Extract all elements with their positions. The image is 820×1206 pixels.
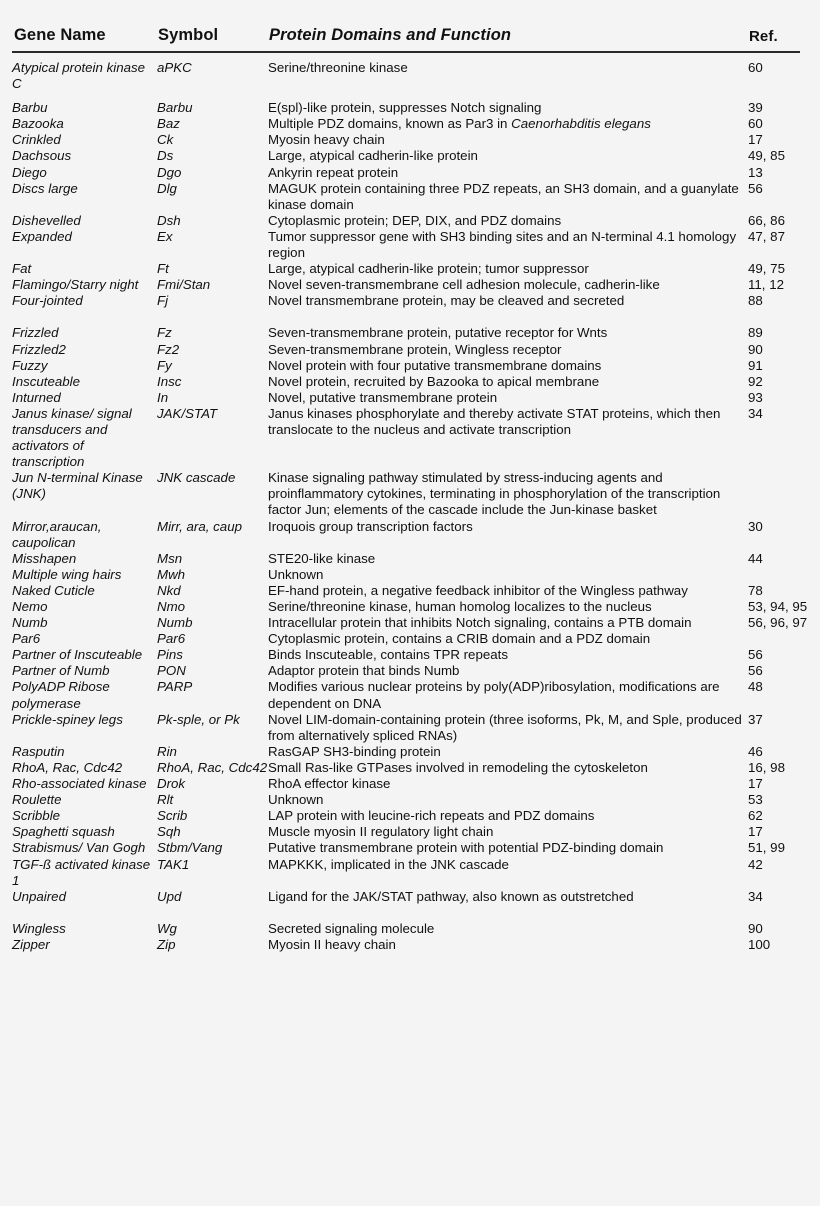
cell-reference: 17 (748, 776, 763, 792)
cell-description: MAPKKK, implicated in the JNK cascade (268, 856, 509, 872)
table-row (12, 148, 800, 164)
cell-reference: 56 (748, 647, 763, 663)
cell-reference: 60 (748, 116, 763, 132)
cell-gene-name: Dachsous (12, 148, 72, 164)
cell-description: Small Ras-like GTPases involved in remodeling the cytoskeleton (268, 759, 648, 775)
table-row (12, 165, 800, 181)
cell-description: Novel transmembrane protein, may be cleaved and secreted (268, 293, 625, 309)
column-header-gene-name: Gene Name (12, 26, 157, 52)
cell-symbol: Upd (157, 888, 182, 904)
cell-reference: 42 (748, 856, 763, 872)
cell-gene-name: Four-jointed (12, 293, 83, 309)
cell-gene-name: Bazooka (12, 116, 64, 132)
column-header-symbol: Symbol (157, 26, 268, 52)
cell-gene-name: Rasputin (12, 743, 65, 759)
cell-gene-name: Frizzled2 (12, 341, 66, 357)
cell-gene-name: Zipper (12, 936, 50, 952)
table-row (12, 406, 800, 470)
cell-description: Novel LIM-domain-containing protein (three isoforms, Pk, M, and Sple, produced from alternatively spliced RNAs) (268, 711, 742, 743)
cell-gene-name: Strabismus/ Van Gogh (12, 840, 146, 856)
cell-reference: 49, 75 (748, 261, 785, 277)
cell-symbol: Ex (157, 228, 173, 244)
cell-reference: 60 (748, 60, 763, 75)
table-row (12, 663, 800, 679)
header-row (12, 26, 800, 52)
cell-symbol: JAK/STAT (157, 405, 218, 421)
cell-symbol: Sqh (157, 824, 181, 840)
cell-description: Novel protein with four putative transmembrane domains (268, 357, 602, 373)
cell-gene-name: Dishevelled (12, 212, 81, 228)
cell-description: MAGUK protein containing three PDZ repeats, an SH3 domain, and a guanylate kinase domain (268, 180, 739, 212)
cell-description: E(spl)-like protein, suppresses Notch signaling (268, 100, 542, 116)
cell-description: Ligand for the JAK/STAT pathway, also known as outstretched (268, 888, 634, 904)
cell-gene-name: Janus kinase/ signal transducers and activators of transcription (12, 405, 132, 470)
cell-symbol: Dlg (157, 180, 177, 196)
cell-symbol: Pins (157, 647, 183, 663)
cell-description: Seven-transmembrane protein, putative receptor for Wnts (268, 325, 608, 341)
cell-reference (748, 567, 800, 583)
column-header-protein-domains-and-function: Protein Domains and Function (268, 26, 748, 52)
cell-gene-name: Spaghetti squash (12, 824, 115, 840)
cell-gene-name: Partner of Numb (12, 663, 110, 679)
cell-description: Adaptor protein that binds Numb (268, 663, 460, 679)
cell-gene-name: Partner of Inscuteable (12, 647, 143, 663)
row-spacer (12, 309, 800, 325)
table-row (12, 857, 800, 889)
cell-description: Multiple PDZ domains, known as Par3 in Caenorhabditis elegans (268, 116, 651, 132)
cell-symbol: JNK cascade (157, 470, 236, 486)
row-spacer-cell (12, 92, 800, 100)
cell-gene-name: Crinkled (12, 132, 61, 148)
table-row (12, 760, 800, 776)
table-row (12, 116, 800, 132)
cell-description: STE20-like kinase (268, 550, 376, 566)
table-row (12, 470, 800, 518)
cell-symbol: Dsh (157, 212, 181, 228)
cell-symbol: Fmi/Stan (157, 277, 211, 293)
cell-description: RhoA effector kinase (268, 776, 391, 792)
species-name: Caenorhabditis elegans (511, 116, 651, 132)
cell-gene-name: Barbu (12, 100, 48, 116)
table-row (12, 181, 800, 213)
cell-gene-name: Roulette (12, 792, 62, 808)
table-row (12, 615, 800, 631)
cell-reference: 100 (748, 936, 771, 952)
cell-symbol: PARP (157, 679, 193, 695)
cell-symbol: Pk-sple, or Pk (157, 711, 240, 727)
cell-reference: 39 (748, 100, 763, 116)
table-row (12, 100, 800, 116)
cell-reference: 47, 87 (748, 228, 785, 244)
cell-symbol: Wg (157, 920, 177, 936)
cell-symbol: Zip (157, 936, 176, 952)
cell-gene-name: Expanded (12, 228, 72, 244)
cell-symbol: PON (157, 663, 186, 679)
table-row (12, 390, 800, 406)
cell-reference: 56 (748, 180, 763, 196)
table-row (12, 519, 800, 551)
cell-gene-name: Nemo (12, 599, 48, 614)
cell-symbol: Drok (157, 776, 186, 792)
cell-reference: 16, 98 (748, 759, 785, 775)
cell-gene-name: Rho-associated kinase (12, 776, 147, 792)
cell-symbol: RhoA, Rac, Cdc42 (157, 759, 268, 775)
cell-reference: 89 (748, 325, 763, 341)
cell-gene-name: Fat (12, 261, 32, 277)
cell-description: Large, atypical cadherin-like protein; tumor suppressor (268, 261, 589, 277)
cell-gene-name: Frizzled (12, 325, 59, 341)
cell-gene-name: Mirror,araucan, caupolican (12, 518, 102, 550)
table-row (12, 808, 800, 824)
cell-description: Unknown (268, 566, 324, 582)
table-row (12, 213, 800, 229)
cell-reference: 17 (748, 824, 763, 840)
cell-gene-name: Prickle-spiney legs (12, 711, 123, 727)
cell-description: Tumor suppressor gene with SH3 binding sites and an N-terminal 4.1 homology region (268, 228, 737, 261)
cell-symbol: Dgo (157, 164, 182, 180)
cell-symbol: Msn (157, 550, 183, 566)
cell-gene-name: Scribble (12, 808, 61, 824)
cell-description: Myosin heavy chain (268, 132, 385, 148)
cell-gene-name: Misshapen (12, 550, 77, 566)
cell-gene-name: Multiple wing hairs (12, 566, 122, 582)
table-row (12, 277, 800, 293)
cell-description: Modifies various nuclear proteins by poly(ADP)ribosylation, modifications are dependent on DNA (268, 679, 720, 711)
table-row (12, 647, 800, 663)
row-spacer (12, 905, 800, 921)
cell-gene-name: TGF-ß activated kinase 1 (12, 856, 151, 888)
table-row (12, 712, 800, 744)
cell-symbol: Numb (157, 615, 193, 631)
cell-symbol: Fj (157, 293, 169, 309)
cell-description: Large, atypical cadherin-like protein (268, 148, 478, 164)
cell-symbol: Mwh (157, 566, 186, 582)
table-row (12, 937, 800, 953)
cell-gene-name: Inturned (12, 389, 61, 405)
gene-table (12, 26, 808, 953)
cell-reference: 13 (748, 164, 763, 180)
cell-description: Serine/threonine kinase (268, 60, 408, 75)
cell-reference: 91 (748, 357, 763, 373)
table-body (12, 52, 808, 953)
cell-gene-name: Discs large (12, 180, 78, 196)
row-spacer-cell (12, 309, 800, 325)
cell-description: Intracellular protein that inhibits Notch signaling, contains a PTB domain (268, 615, 692, 631)
cell-reference: 34 (748, 405, 763, 421)
table-row (12, 889, 800, 905)
cell-description: Cytoplasmic protein, contains a CRIB domain and a PDZ domain (268, 631, 651, 647)
cell-symbol: Fy (157, 357, 172, 373)
cell-reference: 92 (748, 373, 763, 389)
cell-gene-name: Numb (12, 615, 48, 631)
cell-reference: 30 (748, 518, 763, 534)
cell-description: Novel seven-transmembrane cell adhesion molecule, cadherin-like (268, 277, 660, 293)
cell-symbol: Fz (157, 325, 172, 341)
cell-description: Unknown (268, 792, 324, 808)
row-spacer-cell (12, 905, 800, 921)
cell-reference: 11, 12 (748, 277, 784, 293)
cell-reference: 46 (748, 743, 763, 759)
cell-reference: 66, 86 (748, 212, 785, 228)
cell-gene-name: Diego (12, 164, 47, 180)
cell-reference: 51, 99 (748, 840, 785, 856)
table-row (12, 679, 800, 711)
cell-description: Putative transmembrane protein with potential PDZ-binding domain (268, 840, 664, 856)
table-row (12, 551, 800, 567)
cell-symbol: Nkd (157, 582, 181, 598)
cell-gene-name: PolyADP Ribose polymerase (12, 679, 110, 711)
cell-gene-name: Atypical protein kinase C (12, 60, 146, 92)
table-row (12, 132, 800, 148)
cell-description: EF-hand protein, a negative feedback inhibitor of the Wingless pathway (268, 582, 688, 598)
cell-symbol: Baz (157, 116, 180, 132)
cell-gene-name: Naked Cuticle (12, 582, 95, 598)
table-row (12, 840, 800, 856)
cell-description: Serine/threonine kinase, human homolog localizes to the nucleus (268, 599, 652, 614)
cell-gene-name: Unpaired (12, 888, 66, 904)
table-row (12, 776, 800, 792)
cell-reference (748, 631, 800, 647)
cell-symbol: Rlt (157, 792, 174, 808)
cell-reference: 93 (748, 389, 763, 405)
table-row (12, 567, 800, 583)
cell-description: Muscle myosin II regulatory light chain (268, 824, 494, 840)
cell-symbol: Scrib (157, 808, 188, 824)
cell-description: Kinase signaling pathway stimulated by stress-inducing agents and proinflammatory cytokines, terminating in phosphorylation of the transcription factor Jun; elements of the cascade include the Jun-kinase basket (268, 470, 721, 518)
cell-description: Seven-transmembrane protein, Wingless receptor (268, 341, 562, 357)
cell-description: Ankyrin repeat protein (268, 164, 399, 180)
table-row (12, 358, 800, 374)
cell-description: Secreted signaling molecule (268, 920, 435, 936)
table-row (12, 921, 800, 937)
cell-reference: 88 (748, 293, 763, 309)
cell-gene-name: RhoA, Rac, Cdc42 (12, 759, 123, 775)
cell-reference: 56, 96, 97 (748, 615, 808, 631)
cell-description: LAP protein with leucine-rich repeats and PDZ domains (268, 808, 595, 824)
cell-reference: 48 (748, 679, 763, 695)
table-row (12, 599, 800, 615)
cell-reference: 44 (748, 550, 763, 566)
cell-symbol: TAK1 (157, 856, 190, 872)
cell-description: Novel, putative transmembrane protein (268, 389, 498, 405)
cell-gene-name: Fuzzy (12, 357, 48, 373)
table-row (12, 744, 800, 760)
cell-description: Binds Inscuteable, contains TPR repeats (268, 647, 508, 663)
cell-description: Cytoplasmic protein; DEP, DIX, and PDZ domains (268, 212, 562, 228)
cell-symbol: Nmo (157, 599, 186, 614)
table-row (12, 583, 800, 599)
table-row (12, 792, 800, 808)
cell-symbol: Stbm/Vang (157, 840, 223, 856)
cell-gene-name: Jun N-terminal Kinase (JNK) (12, 470, 143, 502)
cell-reference: 34 (748, 888, 763, 904)
cell-symbol: Par6 (157, 631, 186, 647)
table-row (12, 374, 800, 390)
cell-reference: 53 (748, 792, 763, 808)
table-row (12, 293, 800, 309)
cell-symbol: aPKC (157, 60, 192, 75)
cell-description: Novel protein, recruited by Bazooka to apical membrane (268, 373, 600, 389)
cell-description: Janus kinases phosphorylate and thereby activate STAT proteins, which then translocate to the nucleus and activate transcription (268, 405, 721, 437)
cell-gene-name: Par6 (12, 631, 41, 647)
cell-reference: 17 (748, 132, 763, 148)
cell-symbol: Ft (157, 261, 169, 277)
table-row (12, 325, 800, 341)
cell-reference: 49, 85 (748, 148, 785, 164)
cell-reference: 90 (748, 341, 763, 357)
cell-reference: 56 (748, 663, 763, 679)
cell-reference: 37 (748, 711, 763, 727)
cell-symbol: Ck (157, 132, 174, 148)
cell-symbol: Insc (157, 373, 182, 389)
cell-gene-name: Wingless (12, 920, 66, 936)
column-header-ref: Ref. (748, 26, 800, 52)
cell-symbol: Barbu (157, 100, 193, 116)
row-spacer (12, 92, 800, 100)
cell-description: Iroquois group transcription factors (268, 518, 473, 534)
table-row (12, 342, 800, 358)
cell-reference: 78 (748, 582, 763, 598)
cell-symbol: Mirr, ara, caup (157, 518, 242, 534)
cell-symbol: In (157, 389, 169, 405)
cell-reference: 90 (748, 920, 763, 936)
cell-symbol: Ds (157, 148, 174, 164)
cell-gene-name: Flamingo/Starry night (12, 277, 139, 293)
table-row (12, 261, 800, 277)
cell-reference (748, 470, 800, 518)
table-row (12, 229, 800, 261)
table-row (12, 52, 800, 92)
table-row (12, 631, 800, 647)
gene-table-figure (0, 26, 820, 1206)
cell-reference: 53, 94, 95 (748, 599, 808, 614)
cell-symbol: Fz2 (157, 341, 180, 357)
table-header (12, 26, 800, 52)
cell-description: RasGAP SH3-binding protein (268, 743, 441, 759)
table-row (12, 824, 800, 840)
cell-reference: 62 (748, 808, 763, 824)
cell-gene-name: Inscuteable (12, 373, 81, 389)
cell-symbol: Rin (157, 743, 177, 759)
cell-description: Myosin II heavy chain (268, 936, 396, 952)
